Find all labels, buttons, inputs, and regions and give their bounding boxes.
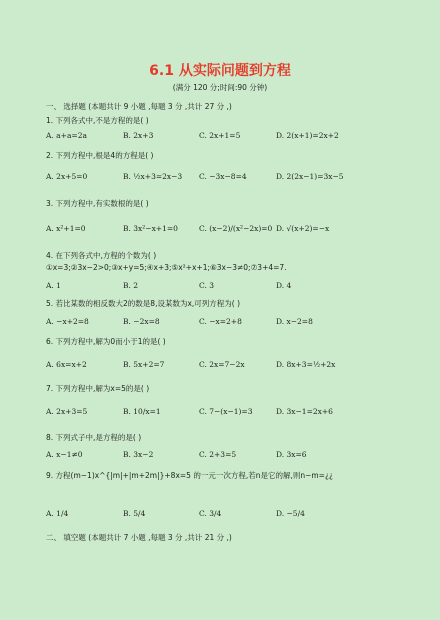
section-one-heading: 一、 选择题 (本题共计 9 小题 ,每题 3 分 ,共计 27 分 ,)	[46, 102, 232, 111]
option-a: A. 6x=x+2	[46, 360, 87, 369]
option-b: B. 5/4	[123, 509, 146, 518]
option-c: C. 2+3=5	[199, 450, 237, 459]
question-1-text: 1. 下列各式中,不是方程的是( )	[46, 116, 149, 125]
question-1-options	[46, 131, 406, 143]
option-c: C. −3x−8=4	[199, 172, 247, 181]
option-a: A. 1	[46, 281, 61, 290]
option-c: C. 3	[199, 281, 215, 290]
option-b: B. 2	[123, 281, 139, 290]
page-subtitle: (满分 120 分;时间:90 分钟)	[172, 83, 268, 92]
option-a: A. 2x+3=5	[46, 407, 88, 416]
question-7-text: 7. 下列方程中,解为x=5的是( )	[46, 384, 150, 393]
question-6-text: 6. 下列方程中,解为0而小于1的是( )	[46, 337, 166, 346]
question-5-options	[46, 317, 406, 329]
option-c: C. 2x=7−2x	[199, 360, 245, 369]
option-c: C. (x−2)/(x²−2x)=0	[199, 224, 273, 233]
option-d: D. 3x−1=2x+6	[276, 407, 333, 416]
question-8-options	[46, 450, 406, 462]
option-c: C. 2x+1=5	[199, 131, 241, 140]
question-7-options	[46, 407, 406, 419]
option-d: D. x−2=8	[276, 317, 313, 326]
option-b: B. ½x+3=2x−3	[123, 172, 183, 181]
option-b: B. 3x−2	[123, 450, 154, 459]
section-two-heading: 二、 填空题 (本题共计 7 小题 ,每题 3 分 ,共计 21 分 ,)	[46, 533, 232, 542]
option-b: B. 5x+2=7	[123, 360, 165, 369]
question-4-options	[46, 281, 406, 293]
question-9-text: 9. 方程(m−1)x^{|m|+|m+2m|}+8x=5 的一元一次方程,若n是它的解,则n−m=¿¿	[46, 471, 333, 480]
question-4-items: ①x=3;②3x−2>0;③x+y=5;④x+3;⑤x²+x+1;⑥3x−3≠0;⑦3+4=7.	[46, 263, 287, 272]
option-d: D. 2(x+1)=2x+2	[276, 131, 339, 140]
option-d: D. −5/4	[276, 509, 305, 518]
option-a: A. 2x+5=0	[46, 172, 88, 181]
question-3-text: 3. 下列方程中,有实数根的是( )	[46, 199, 149, 208]
option-b: B. −2x=8	[123, 317, 160, 326]
question-6-options	[46, 360, 406, 372]
option-c: C. 3/4	[199, 509, 222, 518]
option-a: A. −x+2=8	[46, 317, 89, 326]
question-4-text: 4. 在下列各式中,方程的个数为( )	[46, 251, 157, 260]
option-a: A. x²+1=0	[46, 224, 86, 233]
option-a: A. a+a=2a	[46, 131, 87, 140]
option-d: D. 8x+3=½+2x	[276, 360, 336, 369]
question-3-options	[46, 224, 406, 236]
option-a: A. 1/4	[46, 509, 69, 518]
option-b: B. 3x²−x+1=0	[123, 224, 178, 233]
option-d: D. 3x=6	[276, 450, 307, 459]
option-b: B. 10/x=1	[123, 407, 161, 416]
question-9-options	[46, 509, 406, 521]
option-a: A. x−1≠0	[46, 450, 83, 459]
question-2-options	[46, 172, 406, 184]
option-b: B. 2x+3	[123, 131, 154, 140]
question-2-text: 2. 下列方程中,根是4的方程是( )	[46, 151, 154, 160]
option-c: C. 7−(x−1)=3	[199, 407, 253, 416]
question-5-text: 5. 若比某数的相反数大2的数是8,设某数为x,可列方程为( )	[46, 299, 241, 308]
option-d: D. √(x+2)=−x	[276, 224, 330, 233]
page-title: 6.1 从实际问题到方程	[149, 63, 291, 79]
option-d: D. 4	[276, 281, 292, 290]
question-8-text: 8. 下列式子中,是方程的是( )	[46, 433, 142, 442]
option-d: D. 2(2x−1)=3x−5	[276, 172, 344, 181]
option-c: C. −x=2+8	[199, 317, 242, 326]
